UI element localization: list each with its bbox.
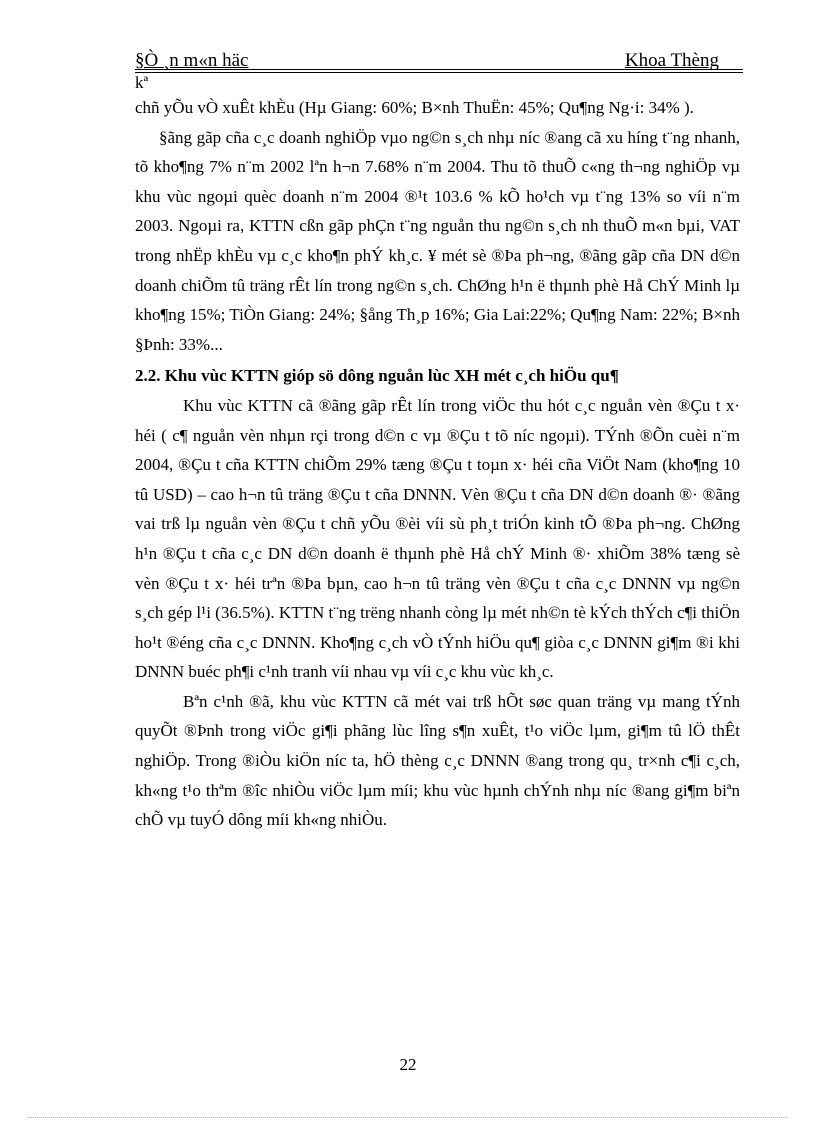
paragraph-investment: Khu vùc KTTN cã ®ãng gãp rÊt lín trong viÖc thu hót c¸c nguån vèn ®Çu t x· héi ( c¶ nguån vèn nhµn rçi trong d©n c vµ ®Çu t tõ níc ngoµi). TÝnh ®Õn cuèi n¨m 2004, ®Çu t cña KTTN chiÕm 29% tæng ®Çu t toµn x· héi cña ViÖt Nam (kho¶ng 10 tû USD) – cao h¬n tû träng ®Çu t cña DNNN. Vèn ®Çu t cña DN d©n doanh ®· ®ãng vai trß lµ nguån vèn ®Çu t chñ yÕu ®èi víi sù ph¸t triÓn kinh tÕ ®Þa ph¬ng. ChØng h¹n ®Çu t cña c¸c DN d©n doanh ë thµnh phè Hå chÝ Minh ®· xhiÕm 38% tæng sè vèn ®Çu t x· héi trªn ®Þa bµn, cao h¬n tû träng vèn ®Çu t cña c¸c DNNN vµ ng©n s¸ch gép l¹i (36.5%). KTTN t¨ng trëng nhanh còng lµ mét nh©n tè kÝch thÝch c¶i thiÖn ho¹t ®éng cña c¸c DNNN. Kho¶ng c¸ch vÒ tÝnh hiÖu qu¶ giòa c¸c DNNN gi¶m ®i khi DNNN buéc ph¶i c¹nh tranh víi nhau vµ víi c¸c khu vùc kh¸c. [135, 395, 740, 682]
paragraph-budget-contribution: §ãng gãp cña c¸c doanh nghiÖp vµo ng©n s¸ch nhµ níc ®ang cã xu híng t¨ng nhanh, tõ kho¶ng 7% n¨m 2002 lªn h¬n 7.68% n¨m 2004. Thu tõ thuÕ c«ng th¬ng nghiÖp vµ khu vùc ngoµi quèc doanh n¨m 2004 ®¹t 103.6 % kÕ ho¹ch vµ t¨ng 13% so víi n¨m 2003. Ngoµi ra, KTTN cßn gãp phÇn t¨ng nguån thu ng©n s¸ch nh thuÕ m«n bµi, VAT trong nhËp khÈu vµ c¸c kho¶n phÝ kh¸c. ¥ mét sè ®Þa ph¬ng, ®ãng gãp cña DN d©n doanh chiÕm tû träng rÊt lín trong ng©n s¸ch. ChØng h¹n ë thµnh phè Hå ChÝ Minh lµ kho¶ng 15%; TiÒn Giang: 24%; §ång Th¸p 16%; Gia Lai:22%; Qu¶ng Nam: 22%; B×nh §Þnh: 33%... [135, 127, 741, 354]
header-rule [135, 69, 743, 70]
paragraph-employment: Bªn c¹nh ®ã, khu vùc KTTN cã mét vai trß hÕt søc quan träng vµ mang tÝnh quyÕt ®Þnh trong viÖc gi¶i phãng lùc lîng s¶n xuÊt, t¹o viÖc lµm, gi¶m tû lÖ thÊt nghiÖp. Trong ®iÒu kiÖn níc ta, hÖ thèng c¸c DNNN ®ang trong qu¸ tr×nh c¶i c¸ch, kh«ng t¹o thªm ®îc nhiÒu viÖc lµm míi; khu vùc hµnh chÝnh nhµ níc ®ang gi¶m biªn chÕ vµ tuyÓ dông míi kh«ng nhiÒu. [135, 691, 740, 830]
header-right-title: Khoa Thèng [624, 50, 719, 71]
header-continuation: kª [135, 73, 149, 92]
page-bottom-border [28, 1117, 788, 1118]
paragraph-intro: chñ yÕu vÒ xuÊt khÈu (Hµ Giang: 60%; B×nh ThuËn: 45%; Qu¶ng Ng·i: 34% ). [135, 98, 694, 117]
document-body [135, 93, 740, 835]
section-heading: 2.2. Khu vùc KTTN gióp sö dông nguån lùc XH mét c¸ch hiÖu qu¶ [135, 366, 619, 386]
header-rule-secondary [135, 72, 743, 73]
header-left-title: §Ò ¸n m«n häc [135, 50, 249, 71]
page-number: 22 [399, 1055, 417, 1074]
